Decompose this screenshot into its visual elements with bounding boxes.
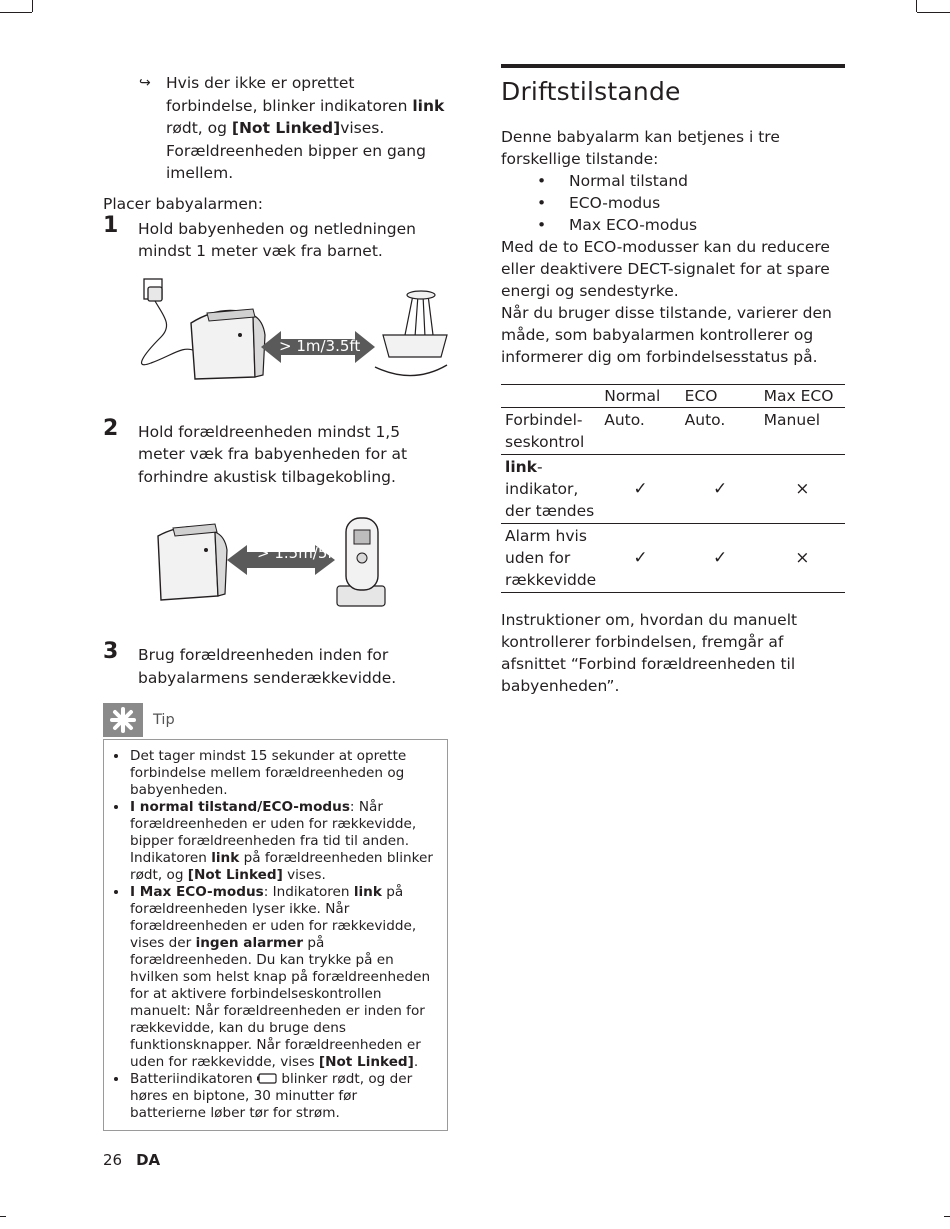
result-bullet: ↪ Hvis der ikke er oprettet forbindelse, blinker indikatoren link rødt, og [Not Linked]vises. Forældreenheden bipper en gang imellem. (139, 74, 445, 182)
tip-label: Tip (153, 712, 175, 728)
step-2: 2 Hold forældreenheden mindst 1,5 meter væk fra babyenheden for at forhindre akustisk tilbagekobling. (103, 415, 408, 486)
table-header: Normal (600, 385, 680, 408)
table-cell: Auto. (600, 408, 680, 455)
tip-item: • I normal tilstand/ECO-modus: Når forældreenheden er uden for rækkevidde, bipper forældreenheden fra tid til anden. Indikatoren link på forældreenheden blinker rødt, og [Not Linked] vises. (129, 799, 433, 884)
table-header: ECO (681, 385, 760, 408)
cross-icon: × (760, 455, 845, 524)
tip-icon (103, 703, 143, 737)
language-code: DA (136, 1151, 161, 1169)
tip-box (103, 739, 448, 1131)
check-icon: ✓ (681, 455, 760, 524)
crop-mark (916, 0, 917, 12)
cross-icon: × (760, 524, 845, 593)
status-paragraph: Når du bruger disse tilstande, varierer den måde, som babyalarmen kontrollerer og informerer dig om forbindelsesstatus på. (501, 304, 832, 366)
intro-text: Denne babyalarm kan betjenes i tre forskellige tilstande: (501, 128, 780, 168)
arrow-icon: ↪ (139, 75, 151, 91)
distance-label: > 1m/3.5ft (279, 336, 361, 355)
crop-mark (917, 12, 950, 13)
table-header: Max ECO (760, 385, 845, 408)
closing-paragraph: Instruktioner om, hvordan du manuelt kontrollerer forbindelsen, fremgår af afsnittet “Forbind forældreenheden til babyenheden”. (501, 611, 798, 695)
list-item: • Normal tilstand (501, 170, 845, 192)
table-row (501, 524, 845, 593)
tip-header (103, 703, 448, 739)
baby-unit-illustration (103, 275, 448, 413)
check-icon: ✓ (600, 455, 680, 524)
step-3: 3 Brug forældreenheden inden for babyalarmens senderækkevidde. (103, 639, 397, 687)
place-heading: Placer babyalarmen: (103, 194, 263, 213)
table-cell: Alarm hvis uden for rækkevidde (501, 524, 600, 593)
check-icon: ✓ (681, 524, 760, 593)
table-cell: Auto. (681, 408, 760, 455)
table-cell: link-indikator, der tændes (501, 455, 600, 524)
distance-label: > 1.5m/5ft (257, 544, 339, 562)
battery-icon (257, 1073, 277, 1084)
page-number: 26 (103, 1151, 123, 1169)
modes-list (501, 170, 845, 236)
left-column (103, 72, 448, 1131)
table-header (501, 385, 600, 408)
parent-unit-illustration (103, 514, 448, 632)
table-cell: Manuel (760, 408, 845, 455)
right-column (501, 64, 845, 697)
page-footer (103, 1151, 160, 1169)
crop-mark (32, 0, 33, 12)
tip-item: • Batteriindikatoren blinker rødt, og der høres en biptone, 30 minutter før batterierne løber tør for strøm. (129, 1071, 433, 1122)
table-header-row (501, 385, 845, 408)
check-icon: ✓ (600, 524, 680, 593)
crop-mark (0, 12, 32, 13)
eco-paragraph: Med de to ECO-modusser kan du reducere eller deaktivere DECT-signalet for at spare energi og sendestyrke. (501, 238, 830, 300)
table-cell: Forbindel-seskontrol (501, 408, 600, 455)
tip-item: • I Max ECO-modus: Indikatoren link på forældreenheden lyser ikke. Når forældreenheden er uden for rækkevidde, vises der ingen alarmer på forældreenheden. Du kan trykke på en hvilken som helst knap på forældreenheden for at aktivere forbindelseskontrollen manuelt: Når forældreenheden er inden for rækkevidde, kan du bruge dens funktionsknapper. Når forældreenheden er uden for rækkevidde, vises [Not Linked]. (129, 884, 433, 1071)
list-item: • Max ECO-modus (501, 214, 845, 236)
section-heading: Driftstilstande (501, 77, 681, 106)
section-rule (501, 64, 845, 68)
crop-mark (944, 1216, 950, 1217)
table-row (501, 455, 845, 524)
modes-table (501, 384, 845, 593)
tip-item: • Det tager mindst 15 sekunder at oprette forbindelse mellem forældreenheden og babyenheden. (129, 748, 433, 799)
table-row (501, 408, 845, 455)
crop-mark (0, 1216, 6, 1217)
illustration-baby-unit-distance (103, 275, 448, 413)
illustration-parent-unit-distance (103, 514, 448, 632)
step-1: 1 Hold babyenheden og netledningen mindst 1 meter væk fra barnet. (103, 212, 416, 260)
list-item: • ECO-modus (501, 192, 845, 214)
